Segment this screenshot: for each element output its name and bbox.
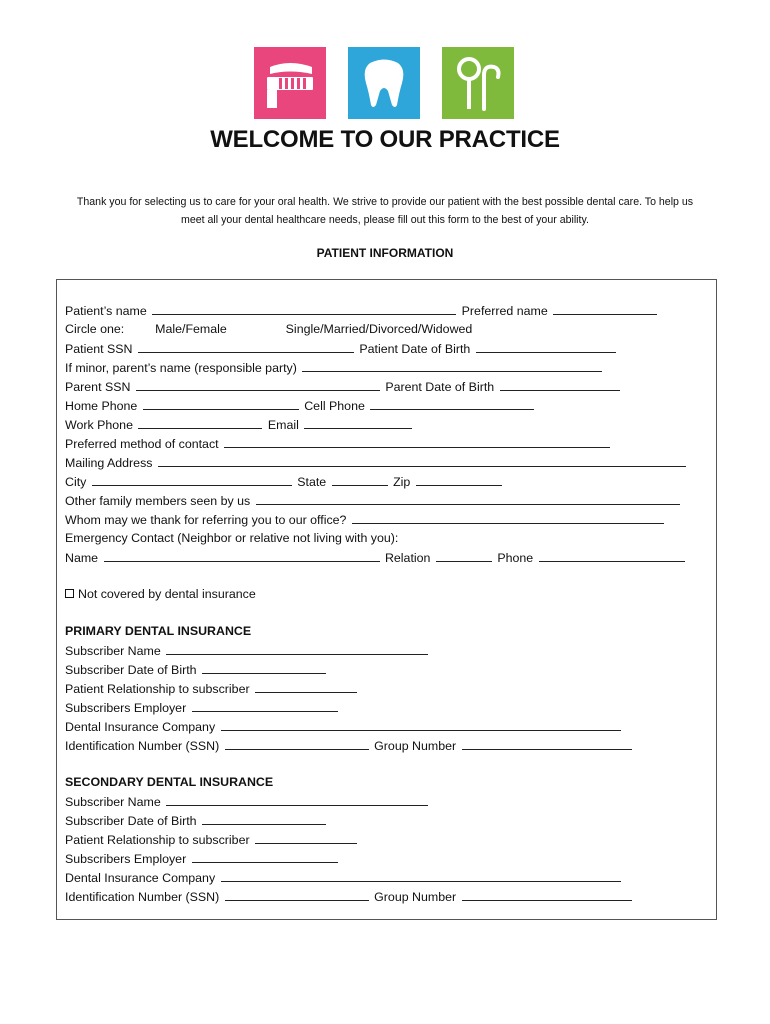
preferred-name-label: Preferred name (461, 304, 548, 318)
primary-employer-row (65, 698, 715, 717)
patient-information-heading: PATIENT INFORMATION (316, 246, 454, 260)
emergency-relation-label: Relation (384, 551, 431, 565)
parent-ssn-row (65, 377, 715, 396)
primary-subscriber-name-row (65, 641, 715, 660)
intro-text (40, 193, 730, 229)
cell-phone-field[interactable] (370, 396, 534, 410)
emergency-contact-label: Emergency Contact (Neighbor or relative not living with you): (65, 531, 399, 545)
family-members-label: Other family members seen by us (65, 494, 251, 508)
gender-options[interactable]: Male/Female (155, 322, 227, 336)
mailing-address-field[interactable] (158, 453, 686, 467)
primary-subscriber-dob-label: Subscriber Date of Birth (65, 663, 197, 677)
emergency-name-label: Name (65, 551, 99, 565)
secondary-id-row (65, 887, 715, 906)
minor-parent-row (65, 358, 715, 377)
work-phone-field[interactable] (138, 415, 262, 429)
not-covered-checkbox[interactable] (65, 589, 74, 598)
referral-field[interactable] (352, 510, 664, 524)
marital-status-options[interactable]: Single/Married/Divorced/Widowed (285, 322, 473, 336)
patient-ssn-row (65, 339, 715, 358)
secondary-company-label: Dental Insurance Company (65, 871, 216, 885)
primary-subscriber-dob-row (65, 660, 715, 679)
patient-ssn-label: Patient SSN (65, 342, 133, 356)
emergency-phone-label: Phone (497, 551, 534, 565)
emergency-relation-field[interactable] (436, 548, 492, 562)
primary-insurance-heading: PRIMARY DENTAL INSURANCE (65, 624, 252, 638)
secondary-group-label: Group Number (374, 890, 457, 904)
secondary-insurance-heading: SECONDARY DENTAL INSURANCE (65, 775, 274, 789)
page-title: WELCOME TO OUR PRACTICE (210, 126, 560, 153)
primary-group-field[interactable] (462, 736, 632, 750)
practice-logos (254, 47, 518, 119)
toothbrush-logo-icon (254, 47, 326, 119)
emergency-name-row (65, 548, 715, 567)
primary-group-label: Group Number (374, 739, 457, 753)
patient-dob-field[interactable] (476, 339, 616, 353)
secondary-subscriber-name-field[interactable] (166, 792, 428, 806)
primary-id-row (65, 736, 715, 755)
emergency-contact-row (65, 529, 715, 548)
secondary-id-field[interactable] (225, 887, 369, 901)
secondary-employer-field[interactable] (192, 849, 338, 863)
state-label: State (297, 475, 327, 489)
primary-employer-field[interactable] (192, 698, 338, 712)
primary-company-row (65, 717, 715, 736)
minor-parent-field[interactable] (302, 358, 602, 372)
tooth-logo-icon (348, 47, 420, 119)
patient-name-field[interactable] (152, 301, 456, 315)
referral-label: Whom may we thank for referring you to our office? (65, 513, 347, 527)
contact-method-row (65, 434, 715, 453)
primary-relationship-field[interactable] (255, 679, 357, 693)
patient-dob-label: Patient Date of Birth (359, 342, 471, 356)
city-state-zip-row (65, 472, 715, 491)
preferred-name-field[interactable] (553, 301, 657, 315)
secondary-id-label: Identification Number (SSN) (65, 890, 220, 904)
family-members-field[interactable] (256, 491, 680, 505)
zip-field[interactable] (416, 472, 502, 486)
secondary-group-field[interactable] (462, 887, 632, 901)
primary-employer-label: Subscribers Employer (65, 701, 187, 715)
emergency-phone-field[interactable] (539, 548, 685, 562)
patient-ssn-field[interactable] (138, 339, 354, 353)
secondary-subscriber-dob-field[interactable] (202, 811, 326, 825)
referral-row (65, 510, 715, 529)
email-label: Email (267, 418, 299, 432)
dental-mirror-logo-icon (442, 47, 514, 119)
secondary-relationship-row (65, 830, 715, 849)
state-field[interactable] (332, 472, 388, 486)
cell-phone-label: Cell Phone (304, 399, 365, 413)
parent-dob-field[interactable] (500, 377, 620, 391)
secondary-company-field[interactable] (221, 868, 621, 882)
primary-subscriber-name-label: Subscriber Name (65, 644, 161, 658)
primary-company-field[interactable] (221, 717, 621, 731)
home-phone-field[interactable] (143, 396, 299, 410)
primary-relationship-label: Patient Relationship to subscriber (65, 682, 250, 696)
contact-method-field[interactable] (224, 434, 610, 448)
secondary-company-row (65, 868, 715, 887)
parent-dob-label: Parent Date of Birth (385, 380, 495, 394)
secondary-employer-label: Subscribers Employer (65, 852, 187, 866)
email-field[interactable] (304, 415, 412, 429)
primary-company-label: Dental Insurance Company (65, 720, 216, 734)
minor-parent-label: If minor, parent’s name (responsible party) (65, 361, 297, 375)
family-members-row (65, 491, 715, 510)
secondary-employer-row (65, 849, 715, 868)
phone-row (65, 396, 715, 415)
parent-ssn-field[interactable] (136, 377, 380, 391)
intro-line-1: Thank you for selecting us to care for your oral health. We strive to provide our patient with the best possible dental care. To help us (76, 196, 694, 208)
primary-relationship-row (65, 679, 715, 698)
secondary-relationship-label: Patient Relationship to subscriber (65, 833, 250, 847)
parent-ssn-label: Parent SSN (65, 380, 131, 394)
patient-name-row (65, 301, 715, 320)
work-email-row (65, 415, 715, 434)
mailing-address-label: Mailing Address (65, 456, 153, 470)
contact-method-label: Preferred method of contact (65, 437, 219, 451)
secondary-subscriber-name-row (65, 792, 715, 811)
not-covered-label: Not covered by dental insurance (78, 587, 256, 601)
patient-name-label: Patient’s name (65, 304, 147, 318)
secondary-relationship-field[interactable] (255, 830, 357, 844)
emergency-name-field[interactable] (104, 548, 380, 562)
mailing-address-row (65, 453, 715, 472)
circle-one-label: Circle one: (65, 322, 125, 336)
work-phone-label: Work Phone (65, 418, 133, 432)
secondary-subscriber-dob-row (65, 811, 715, 830)
primary-id-field[interactable] (225, 736, 369, 750)
intro-line-2: meet all your dental healthcare needs, please fill out this form to the best of your ability. (181, 214, 589, 226)
primary-subscriber-name-field[interactable] (166, 641, 428, 655)
zip-label: Zip (393, 475, 411, 489)
city-label: City (65, 475, 87, 489)
primary-subscriber-dob-field[interactable] (202, 660, 326, 674)
form-fields (65, 301, 715, 906)
circle-one-row (65, 320, 715, 339)
city-field[interactable] (92, 472, 292, 486)
home-phone-label: Home Phone (65, 399, 138, 413)
primary-id-label: Identification Number (SSN) (65, 739, 220, 753)
not-covered-row (65, 585, 715, 604)
secondary-subscriber-name-label: Subscriber Name (65, 795, 161, 809)
secondary-subscriber-dob-label: Subscriber Date of Birth (65, 814, 197, 828)
